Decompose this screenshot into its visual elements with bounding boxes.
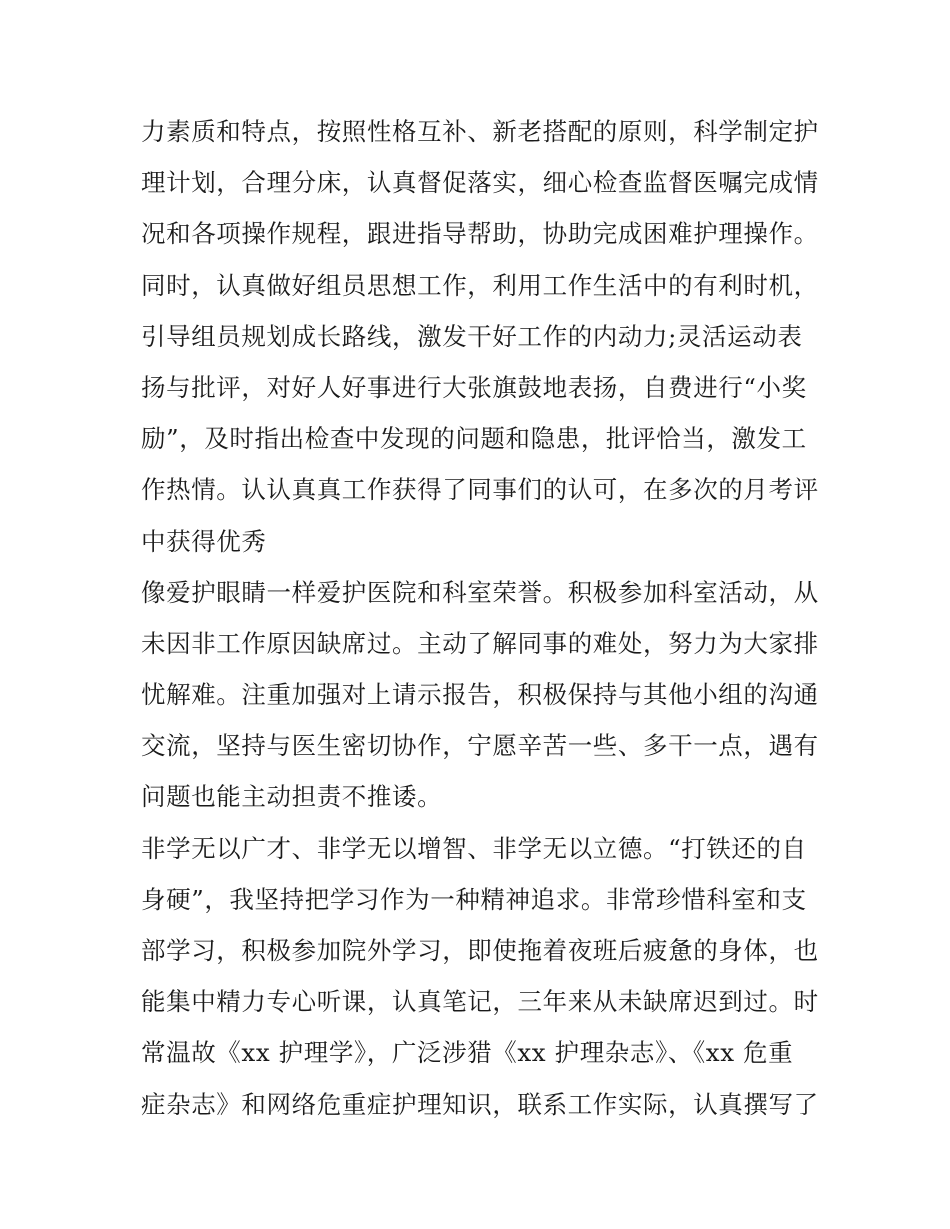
- text-line: 理计划，合理分床，认真督促落实，细心检查监督医嘱完成情: [141, 168, 819, 198]
- text-line: 引导组员规划成长路线，激发干好工作的内动力;灵活运动表: [141, 321, 803, 351]
- paragraph-department-honor: [141, 567, 821, 823]
- text-line: 像爱护眼睛一样爱护医院和科室荣誉。积极参加科室活动，从: [141, 577, 819, 607]
- text-line: 症杂志》和网络危重症护理知识，联系工作实际，认真撰写了: [141, 1089, 819, 1119]
- text-line: 力素质和特点，按照性格互补、新老搭配的原则，科学制定护: [141, 117, 819, 146]
- text-line: 身硬”，我坚持把学习作为一种精神追求。非常珍惜科室和支: [141, 884, 807, 914]
- text-line: 况和各项操作规程，跟进指导帮助，协助完成困难护理操作。: [141, 219, 819, 249]
- document-body: [141, 106, 821, 1130]
- text-line: 扬与批评，对好人好事进行大张旗鼓地表扬，自费进行“小奖: [141, 372, 807, 402]
- text-line: 常温故《xx 护理学》，广泛涉猎《xx 护理杂志》、《xx 危重: [141, 1038, 794, 1068]
- text-line: 未因非工作原因缺席过。主动了解同事的难处，努力为大家排: [141, 628, 819, 658]
- text-line: 励”，及时指出检查中发现的问题和隐患，批评恰当，激发工: [141, 424, 807, 454]
- text-line: 交流，坚持与医生密切协作，宁愿辛苦一些、多干一点，遇有: [141, 731, 819, 761]
- text-line: 同时，认真做好组员思想工作，利用工作生活中的有利时机，: [141, 270, 819, 300]
- text-line: 忧解难。注重加强对上请示报告，积极保持与其他小组的沟通: [141, 680, 819, 710]
- text-line: 部学习，积极参加院外学习，即使拖着夜班后疲惫的身体，也: [141, 936, 819, 965]
- text-line: 能集中精力专心听课，认真笔记，三年来从未缺席迟到过。时: [141, 987, 819, 1017]
- paragraph-learning: [141, 823, 821, 1130]
- text-line: 问题也能主动担责不推诿。: [141, 782, 443, 812]
- text-line: 作热情。认认真真工作获得了同事们的认可，在多次的月考评: [141, 475, 819, 505]
- paragraph-team-management: [141, 106, 821, 567]
- text-line: 非学无以广才、非学无以增智、非学无以立德。“打铁还的自: [141, 833, 807, 863]
- text-line: 中获得优秀: [141, 526, 267, 556]
